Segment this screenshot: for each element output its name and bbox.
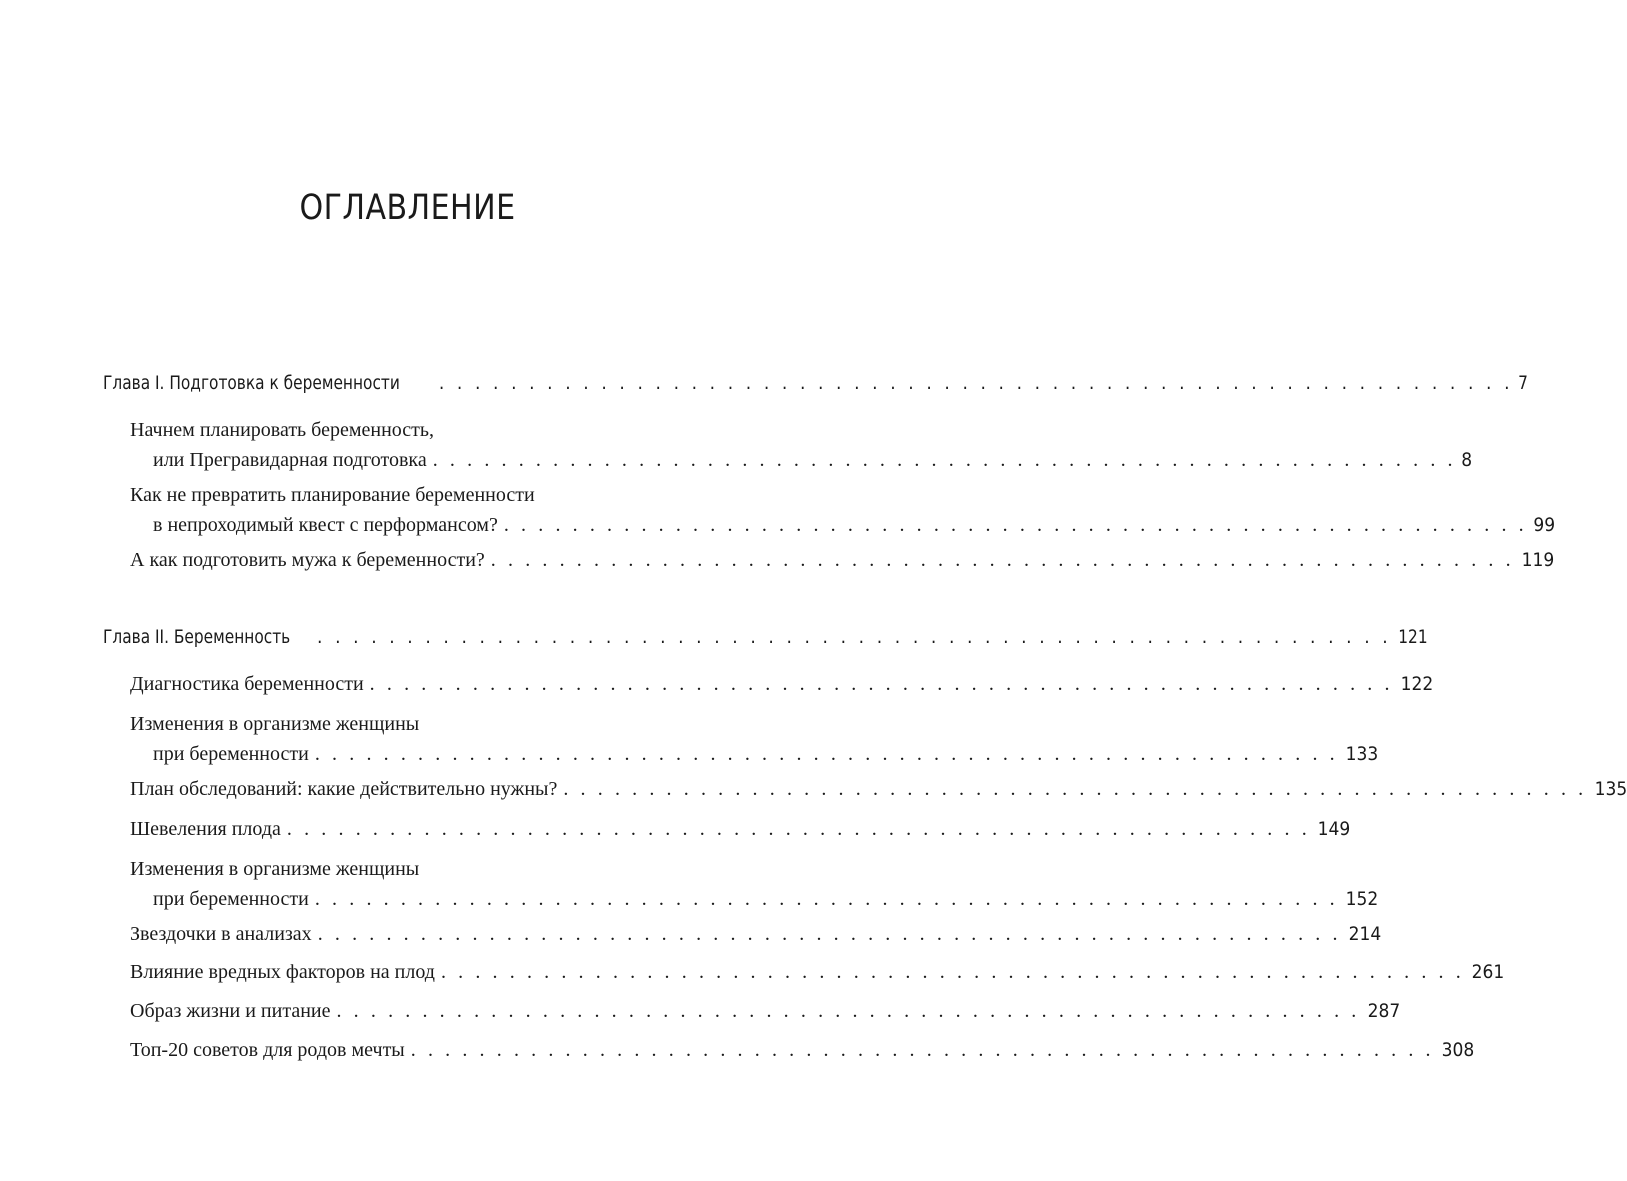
toc-page-number: 122 — [1400, 673, 1434, 695]
toc-section[interactable] — [130, 415, 1473, 475]
toc-section[interactable] — [130, 545, 1555, 575]
toc-page-number: 133 — [1345, 743, 1379, 765]
toc-page-number: 152 — [1345, 888, 1379, 910]
toc-entry-title-line: Изменения в организме женщины — [130, 713, 420, 735]
toc-entry-title-line: Изменения в организме женщины — [130, 858, 420, 880]
toc-entry-title: Топ-20 советов для родов мечты — [130, 1039, 405, 1061]
toc-section[interactable] — [130, 996, 1401, 1026]
dot-leader: . . . . . . . . . . . . . . . . . . . . . . . . . . . . . . . . . . . . . . . . . . . . . . . . . . . . . . . . . . . . — [336, 1000, 1360, 1022]
toc-entry-title-line: при беременности — [153, 888, 309, 910]
dot-leader: . . . . . . . . . . . . . . . . . . . . . . . . . . . . . . . . . . . . . . . . . . . . . . . . . . . . . . . . . . . . — [440, 961, 1465, 983]
toc-section[interactable] — [130, 1035, 1475, 1065]
toc-entry-title: Глава I. Подготовка к беременности — [103, 372, 400, 394]
toc-section[interactable] — [130, 480, 1556, 540]
toc-entry-title-line: Начнем планировать беременность, — [130, 419, 435, 441]
toc-page-number: 261 — [1471, 961, 1505, 983]
toc-entry-title: План обследований: какие действительно нужны? — [130, 778, 558, 800]
toc-page-number: 135 — [1594, 778, 1627, 800]
dot-leader: . . . . . . . . . . . . . . . . . . . . . . . . . . . . . . . . . . . . . . . . . . . . . . . . . . . . . . . . . . . . — [314, 888, 1339, 910]
toc-section[interactable] — [130, 957, 1505, 987]
toc-section[interactable] — [130, 919, 1382, 949]
toc-page-number: 121 — [1398, 626, 1428, 648]
toc-section[interactable] — [130, 669, 1434, 699]
toc-page-number: 308 — [1441, 1039, 1475, 1061]
toc-page-number: 119 — [1521, 549, 1555, 571]
toc-entry-title: Влияние вредных факторов на плод — [130, 961, 435, 983]
toc-page-number: 7 — [1518, 372, 1528, 394]
toc-section[interactable] — [130, 774, 1627, 804]
toc-section[interactable] — [130, 814, 1351, 844]
page-title: ОГЛАВЛЕНИЕ — [299, 188, 516, 228]
dot-leader: . . . . . . . . . . . . . . . . . . . . . . . . . . . . . . . . . . . . . . . . . . . . . . . . . . . . . . . . . . . . — [503, 514, 1528, 536]
dot-leader: . . . . . . . . . . . . . . . . . . . . . . . . . . . . . . . . . . . . . . . . . . . . . . . . . . . . . . . . . . . . — [410, 1039, 1435, 1061]
toc-section[interactable] — [130, 709, 1379, 769]
toc-page-number: 8 — [1461, 449, 1473, 471]
toc-page-number: 149 — [1317, 818, 1351, 840]
toc-entry-title-line: при беременности — [153, 743, 309, 765]
dot-leader: . . . . . . . . . . . . . . . . . . . . . . . . . . . . . . . . . . . . . . . . . . . . . . . . . . . . . . . . . . . . — [563, 778, 1587, 800]
dot-leader: . . . . . . . . . . . . . . . . . . . . . . . . . . . . . . . . . . . . . . . . . . . . . . . . . . . . . . . . . . . . — [286, 818, 1311, 840]
toc-entry-title: А как подготовить мужа к беременности? — [130, 549, 485, 571]
toc-chapter[interactable] — [103, 368, 1528, 398]
toc-page-number: 214 — [1348, 923, 1382, 945]
dot-leader: . . . . . . . . . . . . . . . . . . . . . . . . . . . . . . . . . . . . . . . . . . . . . . . . . . . . . . . . . . . . — [317, 626, 1392, 648]
toc-entry-title: Диагностика беременности — [130, 673, 364, 695]
toc-entry-title: Звездочки в анализах — [130, 923, 312, 945]
dot-leader: . . . . . . . . . . . . . . . . . . . . . . . . . . . . . . . . . . . . . . . . . . . . . . . . . . . . . . . . . . . . — [314, 743, 1339, 765]
toc-chapter[interactable] — [103, 622, 1428, 652]
toc-entry-title-line: в непроходимый квест с перформансом? — [153, 514, 498, 536]
toc-entry-title: Шевеления плода — [130, 818, 281, 840]
toc-entry-title: Образ жизни и питание — [130, 1000, 331, 1022]
dot-leader: . . . . . . . . . . . . . . . . . . . . . . . . . . . . . . . . . . . . . . . . . . . . . . . . . . . . . . . . . . . . — [490, 549, 1515, 571]
dot-leader: . . . . . . . . . . . . . . . . . . . . . . . . . . . . . . . . . . . . . . . . . . . . . . . . . . . . . . . . . . . . — [438, 372, 1514, 394]
dot-leader: . . . . . . . . . . . . . . . . . . . . . . . . . . . . . . . . . . . . . . . . . . . . . . . . . . . . . . . . . . . . — [317, 923, 1342, 945]
toc-entry-title: Глава II. Беременность — [103, 626, 291, 648]
dot-leader: . . . . . . . . . . . . . . . . . . . . . . . . . . . . . . . . . . . . . . . . . . . . . . . . . . . . . . . . . . . . — [369, 673, 1394, 695]
toc-section[interactable] — [130, 854, 1379, 914]
dot-leader: . . . . . . . . . . . . . . . . . . . . . . . . . . . . . . . . . . . . . . . . . . . . . . . . . . . . . . . . . . . . — [432, 449, 1457, 471]
toc-page-number: 287 — [1367, 1000, 1401, 1022]
toc-entry-title-line: или Прегравидарная подготовка — [153, 449, 427, 471]
toc-entry-title-line: Как не превратить планирование беременности — [130, 484, 535, 506]
toc-page-number: 99 — [1533, 514, 1556, 536]
